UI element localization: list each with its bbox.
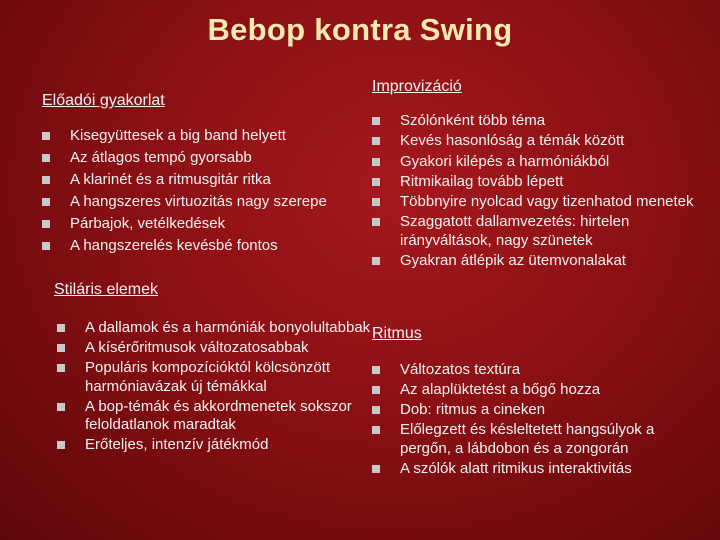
style-list [57,319,377,456]
performance-heading: Előadói gyakorlat [42,92,165,109]
list-item: Populáris kompozícióktól kölcsönzött harmóniavázak új témákkal [57,359,377,396]
list-item: Dob: ritmus a cineken [372,401,702,420]
square-bullet-icon [372,137,380,145]
square-bullet-icon [42,220,50,228]
square-bullet-icon [42,132,50,140]
square-bullet-icon [57,441,65,449]
list-item: Szólónként több téma [372,112,702,131]
square-bullet-icon [372,426,380,434]
square-bullet-icon [42,242,50,250]
rhythm-list [372,361,702,480]
list-item: Erőteljes, intenzív játékmód [57,436,377,455]
list-item: Ritmikailag tovább lépett [372,173,702,192]
improvisation-list [372,112,702,273]
style-heading: Stiláris elemek [54,281,159,298]
list-item: A kísérőritmusok változatosabbak [57,339,377,358]
square-bullet-icon [372,366,380,374]
list-item: A szólók alatt ritmikus interaktivitás [372,460,702,479]
list-item: Változatos textúra [372,361,702,380]
list-item: A hangszeres virtuozitás nagy szerepe [42,193,342,212]
square-bullet-icon [372,386,380,394]
performance-list [42,127,342,259]
square-bullet-icon [372,406,380,414]
list-item: Kevés hasonlóság a témák között [372,132,702,151]
improvisation-heading: Improvizáció [372,78,462,95]
square-bullet-icon [57,364,65,372]
list-item: Többnyire nyolcad vagy tizenhatod menetek [372,193,702,212]
list-item: A bop-témák és akkordmenetek sokszor feloldatlanok maradtak [57,398,377,435]
square-bullet-icon [57,344,65,352]
square-bullet-icon [372,257,380,265]
list-item: Az átlagos tempó gyorsabb [42,149,342,168]
list-item: Előlegzett és késleltetett hangsúlyok a pergőn, a lábdobon és a zongorán [372,421,702,458]
square-bullet-icon [372,465,380,473]
list-item: A dallamok és a harmóniák bonyolultabbak [57,319,377,338]
square-bullet-icon [372,218,380,226]
list-item: Gyakori kilépés a harmóniákból [372,153,702,172]
square-bullet-icon [372,158,380,166]
list-item: Gyakran átlépik az ütemvonalakat [372,252,702,271]
square-bullet-icon [42,198,50,206]
square-bullet-icon [372,117,380,125]
slide-title: Bebop kontra Swing [207,12,513,47]
square-bullet-icon [42,154,50,162]
list-item: Kisegyüttesek a big band helyett [42,127,342,146]
list-item: A hangszerelés kevésbé fontos [42,237,342,256]
rhythm-heading: Ritmus [372,325,422,342]
list-item: Párbajok, vetélkedések [42,215,342,234]
list-item: Az alaplüktetést a bőgő hozza [372,381,702,400]
square-bullet-icon [372,198,380,206]
square-bullet-icon [372,178,380,186]
list-item: Szaggatott dallamvezetés: hirtelen irányváltások, nagy szünetek [372,213,702,250]
list-item: A klarinét és a ritmusgitár ritka [42,171,342,190]
square-bullet-icon [42,176,50,184]
square-bullet-icon [57,324,65,332]
square-bullet-icon [57,403,65,411]
